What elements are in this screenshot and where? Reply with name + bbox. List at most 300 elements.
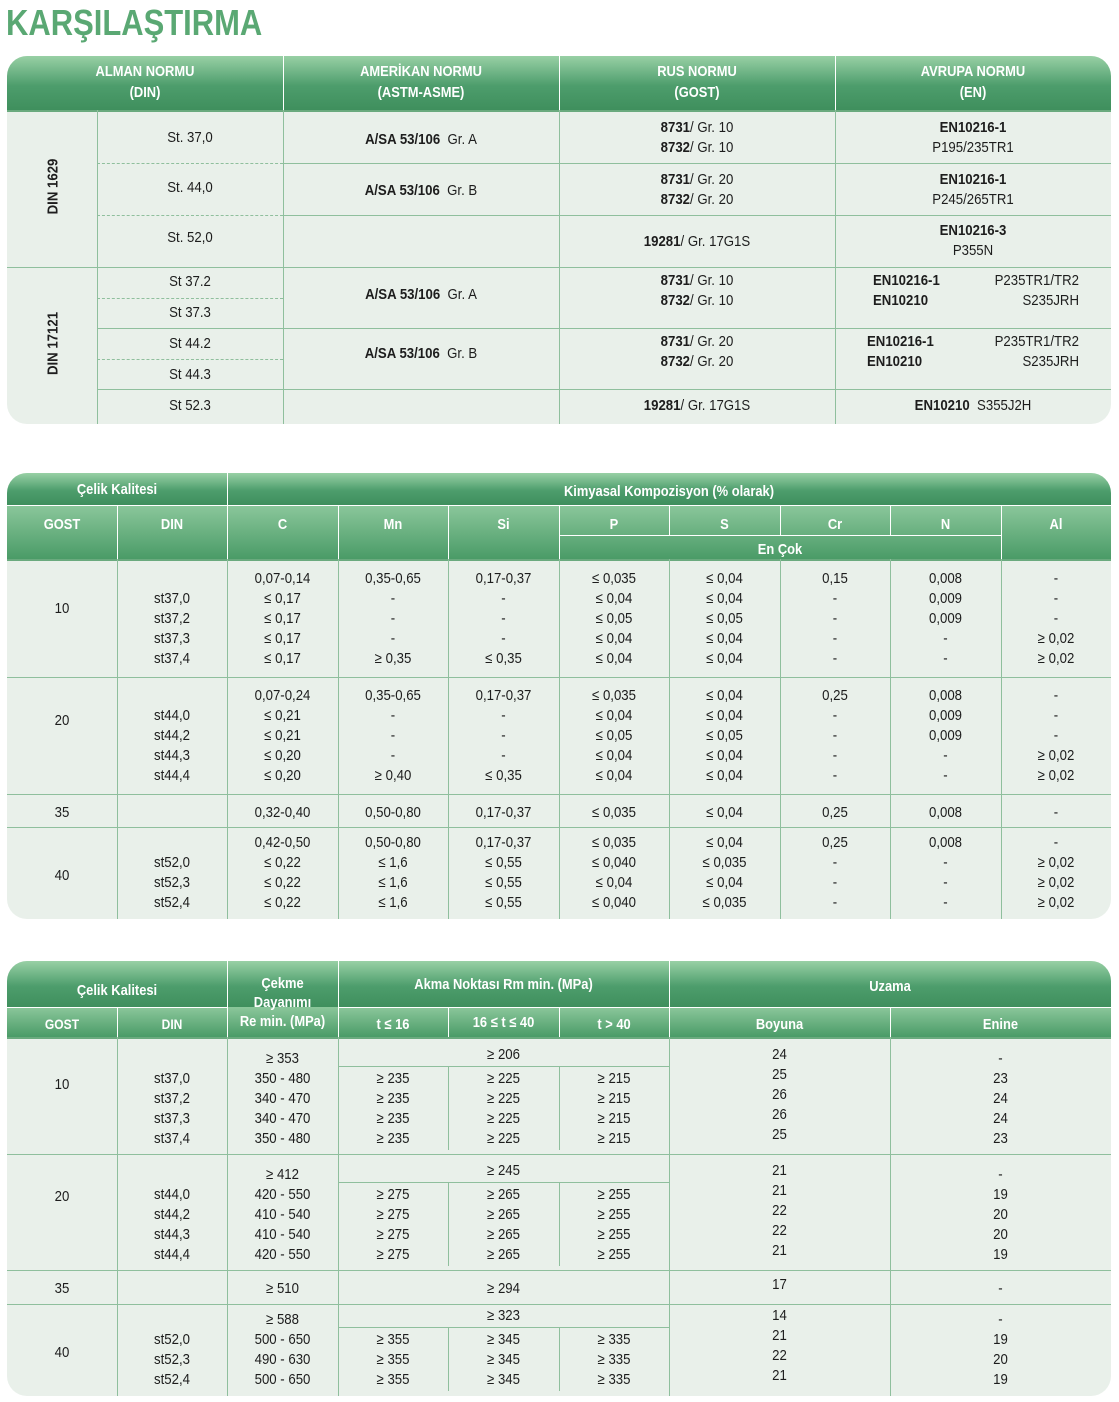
- chem-s-value: ≤ 0,04: [706, 874, 743, 891]
- chem-s: [676, 686, 774, 786]
- col-transverse: Enine: [982, 1016, 1019, 1033]
- elong-transverse-value: 19: [993, 1246, 1008, 1263]
- chem-mn-value: ≥ 0,35: [374, 650, 412, 667]
- elong-longitudinal-value: 21: [772, 1327, 787, 1344]
- chem-s-value: ≤ 0,04: [706, 804, 743, 821]
- grade-cell: St 44.3: [169, 366, 211, 383]
- chem-mn-value: -: [390, 707, 396, 724]
- chem-s-value: ≤ 0,04: [706, 767, 743, 784]
- tensile-value-value: 500 - 650: [254, 1331, 311, 1348]
- chem-mn-value: -: [390, 610, 396, 627]
- chem-c: [234, 803, 332, 823]
- chem-cr-value: -: [832, 747, 838, 764]
- grade-cell: St 44.2: [169, 335, 211, 352]
- astm-cell: A/SA 53/106 Gr. A: [365, 131, 477, 148]
- gost-grade: 20: [54, 712, 70, 729]
- yield-t40-value: ≥ 265: [487, 1186, 520, 1203]
- chem-c-value: 0,32-0,40: [254, 804, 311, 821]
- din-grade-value: st37,2: [154, 1090, 190, 1107]
- chem-p-value: ≤ 0,04: [595, 874, 633, 891]
- chem-p: [566, 833, 663, 913]
- header-yield-point: Akma Noktası Rm min. (MPa): [414, 976, 593, 993]
- chem-p: [566, 686, 663, 786]
- chem-c-value: ≤ 0,22: [264, 894, 301, 911]
- col-t40: t > 40: [597, 1016, 631, 1033]
- chem-al: [1008, 686, 1105, 786]
- chem-n-value: -: [943, 650, 948, 667]
- chem-al-value: ≥ 0,02: [1037, 894, 1075, 911]
- en-cell: EN10216-1 EN10210: [873, 272, 940, 309]
- chem-n: [897, 803, 995, 823]
- chem-si-value: -: [501, 747, 506, 764]
- chem-cr-value: 0,25: [822, 804, 848, 821]
- chem-c-value: ≤ 0,20: [264, 747, 301, 764]
- chem-c: [234, 833, 332, 913]
- gost-cell: 8731/ Gr. 20 8732/ Gr. 20: [660, 171, 734, 208]
- chem-cr: [787, 833, 884, 913]
- yield-tg40-value: ≥ 255: [597, 1246, 631, 1263]
- chem-al-value: -: [1053, 610, 1059, 627]
- yield-tg40-value: ≥ 335: [597, 1331, 631, 1348]
- gost-cell: 19281/ Gr. 17G1S: [643, 233, 751, 250]
- yield-merged: ≥ 323: [487, 1307, 520, 1324]
- chem-mn-value: -: [390, 747, 396, 764]
- gost-cell: 8731/ Gr. 10 8732/ Gr. 10: [660, 119, 734, 156]
- chem-n-value: -: [943, 854, 948, 871]
- yield-tg40-value: ≥ 215: [597, 1110, 631, 1127]
- tensile-value-value: 420 - 550: [254, 1246, 311, 1263]
- page-title: KARŞILAŞTIRMA: [6, 2, 263, 43]
- yield-t40: [455, 1185, 553, 1265]
- chem-n: [897, 686, 995, 786]
- chem-al-value: -: [1053, 804, 1059, 821]
- elong-transverse: [903, 1165, 1097, 1265]
- din-grade: [124, 589, 221, 669]
- header-din: ALMAN NORMU (DIN): [95, 63, 195, 101]
- tensile-value-value: ≥ 412: [266, 1166, 299, 1183]
- yield-t16-value: ≥ 355: [376, 1331, 410, 1348]
- gost-cell: 8731/ Gr. 20 8732/ Gr. 20: [660, 333, 734, 370]
- chem-mn-value: ≤ 1,6: [378, 894, 408, 911]
- din-grade: [124, 1185, 221, 1265]
- chem-s-value: ≤ 0,035: [702, 894, 747, 911]
- chem-n-value: -: [943, 630, 948, 647]
- din-grade: [124, 1330, 221, 1390]
- din-grade-value: st52,4: [154, 1371, 190, 1388]
- chem-n-value: -: [943, 894, 948, 911]
- chem-al: [1008, 569, 1105, 669]
- yield-t40: [455, 1069, 553, 1149]
- elong-longitudinal-value: 21: [772, 1242, 787, 1259]
- chem-p-value: ≤ 0,035: [592, 570, 636, 587]
- elong-transverse: [903, 1310, 1097, 1390]
- header-en: AVRUPA NORMU (EN): [920, 63, 1026, 101]
- chem-p-value: ≤ 0,040: [592, 854, 636, 871]
- elong-transverse-value: 19: [993, 1331, 1008, 1348]
- elong-longitudinal-value: 24: [772, 1046, 787, 1063]
- chem-cr-value: -: [832, 894, 838, 911]
- chem-al-value: ≥ 0,02: [1037, 747, 1075, 764]
- chem-mn-value: ≥ 0,40: [374, 767, 412, 784]
- chem-n-value: -: [943, 747, 948, 764]
- elong-transverse-value: 20: [993, 1226, 1008, 1243]
- chem-si-value: 0,17-0,37: [475, 687, 532, 704]
- grade-cell: St. 44,0: [167, 179, 213, 196]
- chem-p-value: ≤ 0,05: [595, 727, 633, 744]
- chem-n-value: 0,008: [928, 687, 963, 704]
- chem-cr-value: -: [832, 854, 838, 871]
- elong-longitudinal: [682, 1161, 876, 1261]
- elong-longitudinal-value: 21: [772, 1367, 787, 1384]
- din-grade-value: st44,3: [154, 747, 190, 764]
- chem-al-value: ≥ 0,02: [1037, 650, 1075, 667]
- yield-t40-value: ≥ 345: [487, 1331, 520, 1348]
- yield-t16-value: ≥ 355: [376, 1371, 410, 1388]
- chem-si-value: -: [501, 610, 506, 627]
- chem-c: [234, 569, 332, 669]
- chem-mn-value: -: [390, 590, 396, 607]
- chem-c-value: ≤ 0,17: [264, 590, 301, 607]
- elong-transverse-value: 23: [993, 1130, 1008, 1147]
- tensile-value: [234, 1279, 332, 1299]
- yield-t16-value: ≥ 275: [376, 1206, 410, 1223]
- din-grade-value: st44,4: [154, 1246, 190, 1263]
- chem-cr-value: -: [832, 610, 838, 627]
- elong-longitudinal-value: 22: [772, 1347, 787, 1364]
- yield-t16-value: ≥ 275: [376, 1186, 410, 1203]
- grade-cell: St 37.2: [169, 273, 211, 290]
- tensile-value-value: 490 - 630: [254, 1351, 311, 1368]
- chem-p-value: ≤ 0,035: [592, 687, 636, 704]
- chem-p-value: ≤ 0,035: [592, 834, 636, 851]
- din-grade-value: st44,2: [154, 1206, 190, 1223]
- elong-transverse-value: 19: [993, 1186, 1008, 1203]
- yield-tg40: [566, 1185, 663, 1265]
- chem-cr-value: -: [832, 650, 838, 667]
- elong-transverse-value: -: [998, 1166, 1003, 1183]
- gost-cell: 19281/ Gr. 17G1S: [643, 397, 751, 414]
- elong-longitudinal-value: 26: [772, 1086, 787, 1103]
- chem-n-value: 0,009: [928, 590, 963, 607]
- tensile-value-value: 350 - 480: [254, 1130, 311, 1147]
- chem-c-value: ≤ 0,22: [264, 854, 301, 871]
- din-grade-value: st44,4: [154, 767, 190, 784]
- chem-c-value: 0,07-0,14: [254, 570, 311, 587]
- chem-s-value: ≤ 0,04: [706, 747, 743, 764]
- din-grade-value: st37,4: [154, 650, 190, 667]
- chem-cr-value: -: [832, 874, 838, 891]
- yield-t40-value: ≥ 225: [487, 1130, 520, 1147]
- chem-s-value: ≤ 0,04: [706, 570, 743, 587]
- col-t16-40: 16 ≤ t ≤ 40: [472, 1014, 535, 1031]
- chem-n-value: 0,009: [928, 727, 963, 744]
- mechanical-properties-table: [7, 961, 1111, 1396]
- yield-t16: [345, 1330, 442, 1390]
- yield-tg40-value: ≥ 335: [597, 1371, 631, 1388]
- chem-c-value: ≤ 0,21: [264, 707, 301, 724]
- chem-p-value: ≤ 0,035: [592, 804, 636, 821]
- chem-n-value: 0,009: [928, 707, 963, 724]
- tensile-value-value: 340 - 470: [254, 1090, 311, 1107]
- elong-longitudinal-value: 21: [772, 1182, 787, 1199]
- chem-cr: [787, 569, 884, 669]
- chem-si-value: -: [501, 707, 506, 724]
- chem-mn: [345, 686, 442, 786]
- chem-s-value: ≤ 0,04: [706, 630, 743, 647]
- astm-cell: A/SA 53/106 Gr. A: [365, 286, 477, 303]
- din-grade-value: st52,0: [154, 854, 190, 871]
- chem-n-value: 0,009: [928, 610, 963, 627]
- yield-t40-value: ≥ 265: [487, 1206, 520, 1223]
- elong-longitudinal: [682, 1275, 876, 1295]
- chem-si-value: -: [501, 727, 506, 744]
- din-grade-value: st37,4: [154, 1130, 190, 1147]
- yield-t16: [345, 1069, 442, 1149]
- col-cr: Cr: [827, 516, 843, 533]
- din-grade-value: st37,0: [154, 1070, 190, 1087]
- chem-si-value: 0,17-0,37: [475, 834, 532, 851]
- chem-al-value: -: [1053, 727, 1059, 744]
- chem-s: [676, 803, 774, 823]
- grade-cell: St. 37,0: [167, 129, 213, 146]
- chem-mn-value: 0,35-0,65: [365, 570, 421, 587]
- chem-al-value: ≥ 0,02: [1037, 630, 1075, 647]
- chem-n: [897, 833, 995, 913]
- header-gost: RUS NORMU (GOST): [657, 63, 737, 101]
- chem-n: [897, 569, 995, 669]
- yield-tg40-value: ≥ 255: [597, 1206, 631, 1223]
- yield-t16: [345, 1185, 442, 1265]
- chem-p-value: ≤ 0,04: [595, 707, 633, 724]
- header-steel-quality: Çelik Kalitesi: [76, 481, 158, 498]
- group-label-din1629: DIN 1629: [44, 158, 62, 215]
- chem-mn-value: ≤ 1,6: [378, 874, 408, 891]
- gost-grade: 40: [54, 867, 70, 884]
- chem-p: [566, 569, 663, 669]
- yield-tg40: [566, 1330, 663, 1390]
- chem-p-value: ≤ 0,04: [595, 767, 633, 784]
- astm-cell: A/SA 53/106 Gr. B: [364, 182, 478, 199]
- en-cell: EN10216-1 P195/235TR1: [932, 119, 1014, 156]
- chem-al: [1008, 803, 1105, 823]
- chemical-composition-table: [7, 473, 1111, 919]
- chem-s-value: ≤ 0,05: [706, 727, 743, 744]
- col-longitudinal: Boyuna: [755, 1016, 804, 1033]
- elong-longitudinal-value: 25: [772, 1066, 787, 1083]
- elong-longitudinal: [682, 1045, 876, 1145]
- chem-c-value: 0,07-0,24: [254, 687, 311, 704]
- astm-cell: A/SA 53/106 Gr. B: [364, 345, 478, 362]
- chem-s-value: ≤ 0,04: [706, 650, 743, 667]
- chem-cr-value: -: [832, 767, 838, 784]
- col-s: S: [720, 516, 729, 533]
- col-c: C: [277, 516, 288, 533]
- gost-grade: 40: [54, 1344, 70, 1361]
- din-grade-value: st37,2: [154, 610, 190, 627]
- din-grade-value: st37,3: [154, 630, 190, 647]
- chem-al-value: -: [1053, 570, 1059, 587]
- yield-t16-value: ≥ 235: [376, 1130, 410, 1147]
- header-tensile-strength: Çekme Dayanımı Re min. (MPa): [239, 975, 326, 1030]
- chem-p-value: ≤ 0,04: [595, 747, 633, 764]
- elong-transverse: [903, 1049, 1097, 1149]
- chem-mn-value: 0,35-0,65: [365, 687, 421, 704]
- chem-si-value: 0,17-0,37: [475, 804, 532, 821]
- gost-grade: 10: [54, 1076, 70, 1093]
- yield-t40-value: ≥ 345: [487, 1371, 520, 1388]
- chem-n-value: 0,008: [928, 804, 963, 821]
- yield-t16-value: ≥ 235: [376, 1090, 410, 1107]
- elong-longitudinal: [682, 1306, 876, 1386]
- gost-grade: 35: [54, 1280, 70, 1297]
- din-grade-value: st44,0: [154, 707, 190, 724]
- chem-s-value: ≤ 0,04: [706, 590, 743, 607]
- tensile-value-value: 340 - 470: [254, 1110, 311, 1127]
- yield-tg40-value: ≥ 255: [597, 1226, 631, 1243]
- chem-cr-value: -: [832, 590, 838, 607]
- col-n: N: [940, 516, 951, 533]
- elong-longitudinal-value: 17: [772, 1276, 787, 1293]
- elong-longitudinal-value: 26: [772, 1106, 787, 1123]
- en-cell: P235TR1/TR2 S235JRH: [994, 272, 1079, 309]
- chem-cr: [787, 686, 884, 786]
- din-grade-value: st52,0: [154, 1331, 190, 1348]
- chem-s: [676, 833, 774, 913]
- elong-transverse-value: 20: [993, 1206, 1008, 1223]
- tensile-value: [234, 1310, 332, 1390]
- elong-longitudinal-value: 21: [772, 1162, 787, 1179]
- chem-si-value: ≤ 0,55: [485, 894, 522, 911]
- chem-cr-value: -: [832, 707, 838, 724]
- elong-transverse-value: 23: [993, 1070, 1008, 1087]
- tensile-value-value: 500 - 650: [254, 1371, 311, 1388]
- chem-c-value: 0,42-0,50: [254, 834, 311, 851]
- elong-transverse-value: -: [998, 1311, 1003, 1328]
- tensile-value-value: 410 - 540: [254, 1206, 311, 1223]
- yield-t16-value: ≥ 355: [376, 1351, 410, 1368]
- yield-t40-value: ≥ 345: [487, 1351, 520, 1368]
- din-grade-value: st44,2: [154, 727, 190, 744]
- chem-si-value: -: [501, 630, 506, 647]
- chem-n-value: -: [943, 874, 948, 891]
- en-cell: EN10210 S355J2H: [914, 397, 1032, 414]
- yield-t40-value: ≥ 225: [487, 1110, 520, 1127]
- gost-grade: 35: [54, 804, 70, 821]
- tensile-value: [234, 1049, 332, 1149]
- col-gost: GOST: [43, 516, 81, 533]
- chem-s-value: ≤ 0,04: [706, 707, 743, 724]
- tensile-value-value: ≥ 588: [266, 1311, 299, 1328]
- chem-cr-value: -: [832, 630, 838, 647]
- chem-mn: [345, 803, 442, 823]
- header-astm: AMERİKAN NORMU (ASTM-ASME): [360, 63, 482, 101]
- elong-longitudinal-value: 14: [772, 1307, 787, 1324]
- yield-t40-value: ≥ 265: [487, 1246, 520, 1263]
- chem-cr-value: 0,15: [822, 570, 848, 587]
- en-cell: EN10216-1 P245/265TR1: [932, 171, 1014, 208]
- chem-n-value: 0,008: [928, 570, 963, 587]
- chem-si-value: ≤ 0,55: [485, 874, 522, 891]
- chem-si-value: -: [501, 590, 506, 607]
- chem-c-value: ≤ 0,21: [264, 727, 301, 744]
- din-grade: [124, 853, 221, 913]
- chem-si-value: ≤ 0,55: [485, 854, 522, 871]
- chem-si-value: ≤ 0,35: [485, 650, 522, 667]
- yield-merged: ≥ 294: [487, 1280, 520, 1297]
- tensile-value-value: ≥ 510: [266, 1280, 299, 1297]
- en-cell: P235TR1/TR2 S235JRH: [994, 333, 1079, 370]
- yield-t16-value: ≥ 235: [376, 1070, 410, 1087]
- header-steel-quality: Çelik Kalitesi: [76, 982, 158, 999]
- yield-t40-value: ≥ 225: [487, 1090, 520, 1107]
- tensile-value-value: ≥ 353: [266, 1050, 299, 1067]
- tensile-value-value: 410 - 540: [254, 1226, 311, 1243]
- elong-transverse-value: 24: [993, 1090, 1008, 1107]
- chem-cr-value: 0,25: [822, 687, 848, 704]
- yield-merged: ≥ 206: [487, 1046, 520, 1063]
- grade-cell: St 37.3: [169, 304, 211, 321]
- chem-mn-value: 0,50-0,80: [365, 834, 421, 851]
- chem-c-value: ≤ 0,20: [264, 767, 301, 784]
- yield-t40: [455, 1330, 553, 1390]
- din-grade-value: st44,0: [154, 1186, 190, 1203]
- chem-s-value: ≤ 0,035: [702, 854, 747, 871]
- chem-p-value: ≤ 0,040: [592, 894, 636, 911]
- chem-p-value: ≤ 0,04: [595, 630, 633, 647]
- din-grade-value: st52,3: [154, 874, 190, 891]
- chem-n-value: -: [943, 767, 948, 784]
- chem-mn: [345, 833, 442, 913]
- yield-tg40-value: ≥ 215: [597, 1090, 631, 1107]
- header-chemical-composition: Kimyasal Kompozisyon (% olarak): [563, 483, 775, 500]
- chem-p-value: ≤ 0,04: [595, 590, 633, 607]
- yield-t40-value: ≥ 225: [487, 1070, 520, 1087]
- col-si: Si: [497, 516, 510, 533]
- din-grade: [124, 706, 221, 786]
- chem-mn-value: -: [390, 727, 396, 744]
- header-elongation: Uzama: [869, 978, 911, 995]
- chem-si: [455, 569, 553, 669]
- chem-al-value: ≥ 0,02: [1037, 854, 1075, 871]
- chem-c-value: ≤ 0,22: [264, 874, 301, 891]
- chem-p: [566, 803, 663, 823]
- chem-s: [676, 569, 774, 669]
- yield-t16-value: ≥ 275: [376, 1246, 410, 1263]
- chem-s-value: ≤ 0,05: [706, 610, 743, 627]
- chem-n-value: 0,008: [928, 834, 963, 851]
- col-p: P: [609, 516, 619, 533]
- yield-tg40-value: ≥ 215: [597, 1130, 631, 1147]
- chem-mn-value: 0,50-0,80: [365, 804, 421, 821]
- chem-al-value: -: [1053, 590, 1059, 607]
- col-din: DIN: [161, 1016, 183, 1032]
- chem-mn-value: ≤ 1,6: [378, 854, 408, 871]
- chem-si-value: 0,17-0,37: [475, 570, 532, 587]
- col-al: Al: [1049, 516, 1063, 533]
- din-grade-value: st52,3: [154, 1351, 190, 1368]
- yield-t16-value: ≥ 235: [376, 1110, 410, 1127]
- grade-cell: St 52.3: [169, 397, 211, 414]
- elong-longitudinal-value: 22: [772, 1202, 787, 1219]
- chem-si-value: ≤ 0,35: [485, 767, 522, 784]
- header-en-cok: En Çok: [757, 541, 803, 558]
- tensile-value-value: 420 - 550: [254, 1186, 311, 1203]
- col-mn: Mn: [383, 516, 403, 533]
- en-cell: EN10216-3 P355N: [939, 222, 1007, 259]
- col-t16: t ≤ 16: [376, 1016, 410, 1033]
- chem-c-value: ≤ 0,17: [264, 610, 301, 627]
- elong-transverse: [903, 1279, 1097, 1299]
